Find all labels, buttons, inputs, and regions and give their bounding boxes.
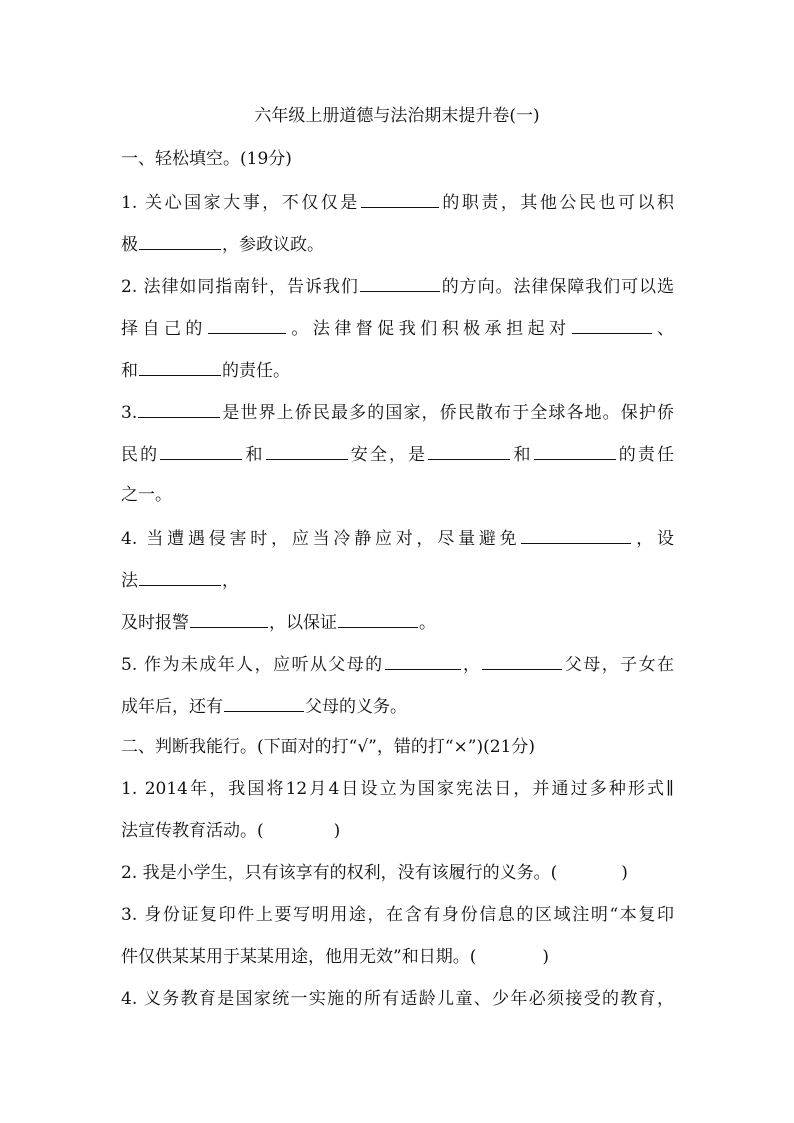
s1-q5-line1 xyxy=(121,651,674,677)
text: ，以保证 xyxy=(269,613,337,633)
answer-blank[interactable] xyxy=(266,441,348,460)
text: 择自己的 xyxy=(121,319,207,339)
text: ，设 xyxy=(632,529,675,549)
s1-q2-line3 xyxy=(121,357,290,383)
s1-q3-line1 xyxy=(121,399,674,425)
answer-blank[interactable] xyxy=(160,441,242,460)
text: 件仅供某某用于某某用途，他用无效”和日期。( xyxy=(121,947,477,967)
text: 1. 关心国家大事，不仅仅是 xyxy=(121,193,360,213)
text: ) xyxy=(621,863,628,883)
s1-q2-line1 xyxy=(121,273,674,299)
s1-q3-line2 xyxy=(121,441,674,467)
answer-blank[interactable] xyxy=(521,525,631,544)
text: 和 xyxy=(511,445,533,465)
answer-blank[interactable] xyxy=(360,273,440,292)
text: 。法律督促我们积极承担起对 xyxy=(286,319,571,339)
text: 和 xyxy=(121,361,138,381)
text: 3. xyxy=(121,403,138,423)
text: 的责任 xyxy=(616,445,675,465)
answer-blank[interactable] xyxy=(139,231,221,250)
text: 是世界上侨民最多的国家，侨民散布于全球各地。保护侨 xyxy=(221,403,674,423)
answer-blank[interactable] xyxy=(385,651,461,670)
text: 父母的义务。 xyxy=(305,697,407,717)
s2-q4-line1: 4. 义务教育是国家统一实施的所有适龄儿童、少年必须接受的教育， xyxy=(121,989,674,1009)
answer-blank[interactable] xyxy=(361,189,439,208)
text: 。 xyxy=(419,613,436,633)
s1-q3-line3: 之一。 xyxy=(121,485,172,505)
s1-q5-line2 xyxy=(121,693,407,719)
text: 极 xyxy=(121,235,138,255)
s2-q2-line1 xyxy=(121,861,628,885)
text: 法 xyxy=(121,571,138,591)
text: ， xyxy=(222,571,239,591)
text: 5. 作为未成年人，应听从父母的 xyxy=(121,655,384,675)
answer-blank[interactable] xyxy=(482,651,562,670)
text: 父母，子女在 xyxy=(563,655,675,675)
s1-q1-line1 xyxy=(121,189,674,215)
text: 2. 我是小学生，只有该享有的权利，没有该履行的义务。( xyxy=(121,863,558,883)
text: 及时报警 xyxy=(121,613,189,633)
s1-q4-line1 xyxy=(121,525,674,551)
answer-blank[interactable] xyxy=(224,693,304,712)
s1-q2-line2 xyxy=(121,315,674,341)
text: 安全，是 xyxy=(348,445,428,465)
answer-blank[interactable] xyxy=(534,441,616,460)
text: 和 xyxy=(243,445,265,465)
answer-blank[interactable] xyxy=(138,399,220,418)
s2-q1-line1: 1. 2014年，我国将12月4日设立为国家宪法日，并通过多种形式∥ xyxy=(121,779,674,799)
text: ) xyxy=(333,821,341,841)
s1-q4-line2 xyxy=(121,567,239,593)
text: ， xyxy=(461,655,482,675)
page-title: 六年级上册道德与法治期末提升卷(一) xyxy=(254,106,540,126)
text: 2. 法律如同指南针，告诉我们 xyxy=(121,277,359,297)
s2-q1-line2 xyxy=(121,819,340,843)
s2-q3-line2 xyxy=(121,945,549,969)
answer-blank[interactable] xyxy=(572,315,652,334)
text: ) xyxy=(542,947,549,967)
answer-blank[interactable] xyxy=(190,609,268,628)
text: ，参政议政。 xyxy=(222,235,324,255)
text: 的方向。法律保障我们可以选 xyxy=(440,277,674,297)
answer-blank[interactable] xyxy=(139,357,221,376)
answer-blank[interactable] xyxy=(208,315,286,334)
text: 、 xyxy=(652,319,675,339)
text: 4. 当遭遇侵害时，应当冷静应对，尽量避免 xyxy=(121,529,521,549)
answer-blank[interactable] xyxy=(338,609,418,628)
s2-q3-line1: 3. 身份证复印件上要写明用途，在含有身份信息的区域注明“本复印 xyxy=(121,905,674,925)
answer-blank[interactable] xyxy=(139,567,221,586)
answer-blank[interactable] xyxy=(428,441,510,460)
s1-q4-line3 xyxy=(121,609,436,635)
text: 的职责，其他公民也可以积 xyxy=(439,193,674,213)
s1-q1-line2 xyxy=(121,231,324,257)
text: 民的 xyxy=(121,445,160,465)
text: 法宣传教育活动。( xyxy=(121,821,264,841)
section1-heading: 一、轻松填空。(19分) xyxy=(121,149,292,169)
text: 成年后，还有 xyxy=(121,697,223,717)
text: 的责任。 xyxy=(222,361,290,381)
section2-heading: 二、判断我能行。(下面对的打“√”，错的打“×”)(21分) xyxy=(121,737,536,757)
